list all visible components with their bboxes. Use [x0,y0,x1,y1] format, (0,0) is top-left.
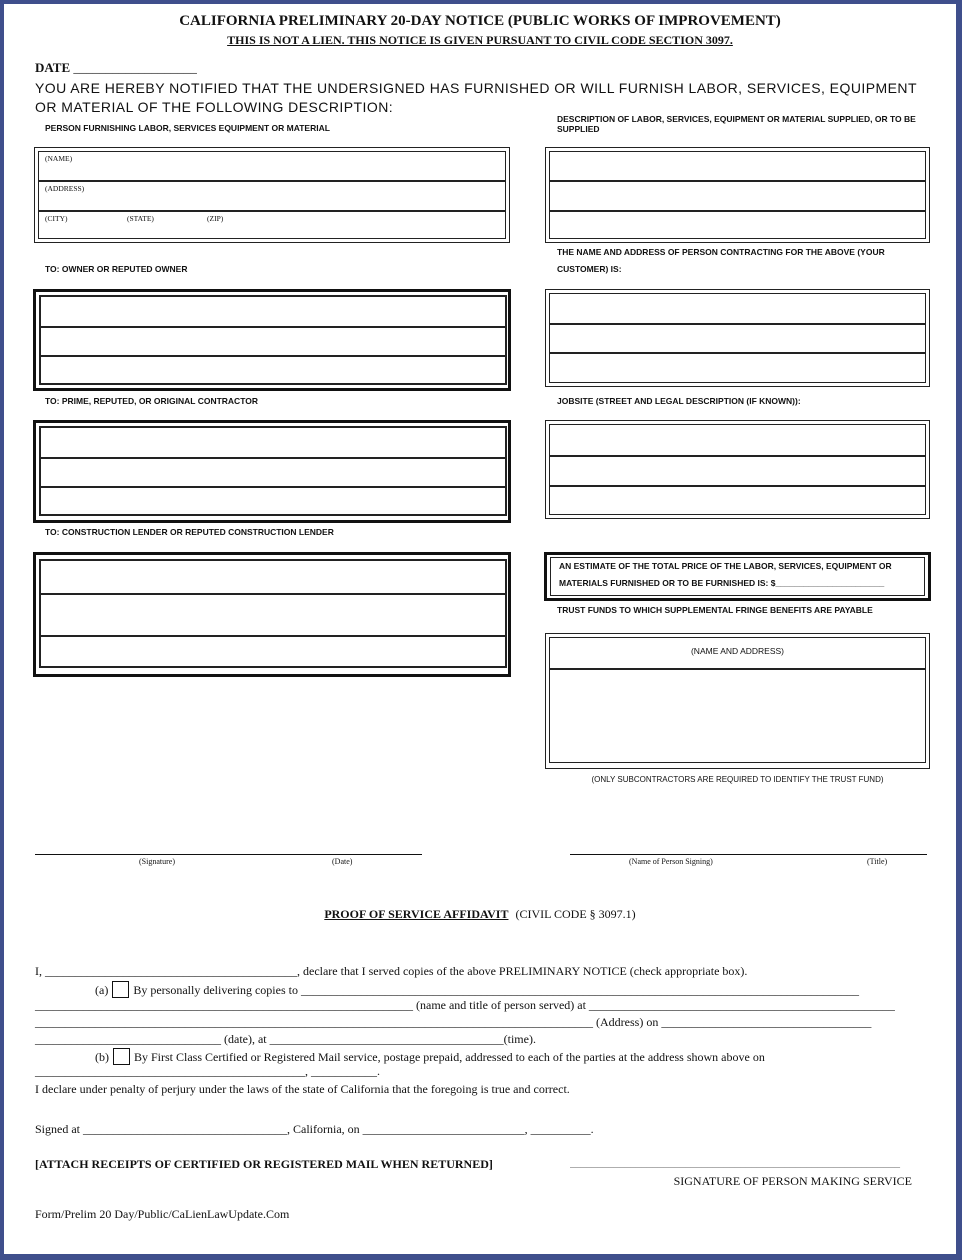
zip-label: (ZIP) [207,214,224,223]
owner-line-1[interactable] [39,295,507,328]
trust-name-label: (NAME AND ADDRESS) [690,646,785,656]
furnisher-address-field[interactable] [38,181,506,211]
estimate-line-2: MATERIALS FURNISHED OR TO BE FURNISHED IS: $_______________________ [559,578,885,588]
lender-line-1[interactable] [39,559,507,595]
estimate-line-1: AN ESTIMATE OF THE TOTAL PRICE OF THE LABOR, SERVICES, EQUIPMENT OR [559,561,892,571]
contractor-line-3[interactable] [39,486,507,516]
form-subtitle: THIS IS NOT A LIEN. THIS NOTICE IS GIVEN PURSUANT TO CIVIL CODE SECTION 3097. [227,33,733,47]
name-label: (NAME) [45,154,73,163]
customer-label-1: THE NAME AND ADDRESS OF PERSON CONTRACTING FOR THE ABOVE (YOUR [557,247,885,257]
option-b-text: By First Class Certified or Registered Mail service, postage prepaid, addressed to each of the parties at the address shown above on [134,1050,765,1064]
owner-label: TO: OWNER OR REPUTED OWNER [45,264,188,274]
date-row [35,60,197,76]
jobsite-line-1[interactable] [549,424,926,456]
furnisher-name-field[interactable] [38,151,506,181]
lender-box [33,552,511,677]
owner-line-2[interactable] [39,326,507,357]
lender-line-3[interactable] [39,635,507,668]
option-b-label: (b) [95,1050,109,1064]
estimate-box [544,552,931,601]
option-a-text: By personally delivering copies to _____________________________________________________________________________________________ [133,983,859,997]
customer-line-1[interactable] [549,293,926,324]
option-a-row [95,981,859,998]
description-line-3[interactable] [549,211,926,239]
form-title: CALIFORNIA PRELIMINARY 20-DAY NOTICE (PUBLIC WORKS OF IMPROVEMENT) [179,13,781,29]
jobsite-box [545,420,930,519]
affidavit-line-7[interactable]: _____________________________________________, ___________. [35,1064,380,1078]
option-a-checkbox[interactable] [112,981,129,998]
signature-caption: (Signature) [139,857,175,866]
furnisher-label: PERSON FURNISHING LABOR, SERVICES EQUIPMENT OR MATERIAL [45,123,330,133]
contractor-line-2[interactable] [39,457,507,488]
option-b-checkbox[interactable] [113,1048,130,1065]
date-caption: (Date) [332,857,353,866]
trust-name-header [549,637,926,669]
contractor-label: TO: PRIME, REPUTED, OR ORIGINAL CONTRACTOR [45,396,258,406]
affidavit-line-5[interactable]: _______________________________ (date), at _______________________________________(time). [35,1032,536,1046]
contractor-box [33,420,511,523]
description-box [545,147,930,243]
date-label: DATE [35,60,71,75]
attach-notice: [ATTACH RECEIPTS OF CERTIFIED OR REGISTERED MAIL WHEN RETURNED] [35,1157,493,1171]
state-label: (STATE) [127,214,154,223]
affidavit-line-1[interactable]: I, __________________________________________, declare that I served copies of the above PRELIMINARY NOTICE (check appropriate box). [35,964,748,978]
lender-line-2[interactable] [39,593,507,637]
trust-label: TRUST FUNDS TO WHICH SUPPLEMENTAL FRINGE BENEFITS ARE PAYABLE [557,605,873,615]
furnisher-box [34,147,510,243]
furnisher-city-field[interactable] [38,211,506,239]
affidavit-code: (CIVIL CODE § 3097.1) [515,907,636,921]
option-a-label: (a) [95,983,109,997]
signed-at-line[interactable]: Signed at __________________________________, California, on ___________________________, __________. [35,1122,594,1136]
owner-box [33,289,511,391]
service-signature-line[interactable]: ____________________________________________________________ [570,1157,900,1169]
description-line-2[interactable] [549,181,926,211]
trust-name-field[interactable] [549,669,926,763]
date-field[interactable]: ___________________ [73,60,197,75]
affidavit-line-3[interactable]: _______________________________________________________________ (name and title of person served) at ___________________________________________________ [35,998,895,1012]
notice-form-page [4,4,956,1254]
intro-text: YOU ARE HEREBY NOTIFIED THAT THE UNDERSIGNED HAS FURNISHED OR WILL FURNISH LABOR, SERVICES, EQUIPMENT OR MATERIAL OF THE FOLLOWING DESCRIPTION: [35,80,917,115]
affidavit-line-4[interactable]: _____________________________________________________________________________________________ (Address) on ___________________________________ [35,1015,872,1029]
affidavit-declaration: I declare under penalty of perjury under the laws of the state of California that the foregoing is true and correct. [35,1082,570,1096]
affidavit-heading-row [4,907,956,922]
signature-line[interactable] [35,854,422,855]
form-footer: Form/Prelim 20 Day/Public/CaLienLawUpdate.Com [35,1207,290,1221]
lender-label: TO: CONSTRUCTION LENDER OR REPUTED CONSTRUCTION LENDER [45,527,334,537]
address-label: (ADDRESS) [45,184,85,193]
trust-box [545,633,930,769]
jobsite-line-3[interactable] [549,486,926,515]
customer-line-2[interactable] [549,324,926,353]
title-caption: (Title) [867,857,888,866]
trust-note: (ONLY SUBCONTRACTORS ARE REQUIRED TO IDENTIFY THE TRUST FUND) [591,775,884,784]
contractor-line-1[interactable] [39,426,507,459]
owner-line-3[interactable] [39,355,507,385]
name-title-line[interactable] [570,854,927,855]
customer-box [545,289,930,387]
jobsite-line-2[interactable] [549,456,926,486]
estimate-field[interactable] [550,557,925,596]
option-b-row [95,1048,765,1065]
description-line-1[interactable] [549,151,926,181]
city-label: (CITY) [45,214,68,223]
customer-line-3[interactable] [549,353,926,383]
description-label: DESCRIPTION OF LABOR, SERVICES, EQUIPMENT OR MATERIAL SUPPLIED, OR TO BE SUPPLIED [557,114,916,134]
service-signature-label: SIGNATURE OF PERSON MAKING SERVICE [673,1174,912,1188]
affidavit-heading: PROOF OF SERVICE AFFIDAVIT [324,907,509,921]
jobsite-label: JOBSITE (STREET AND LEGAL DESCRIPTION (IF KNOWN)): [557,396,801,406]
name-signing-caption: (Name of Person Signing) [629,857,713,866]
customer-label-2: CUSTOMER) IS: [557,264,622,274]
